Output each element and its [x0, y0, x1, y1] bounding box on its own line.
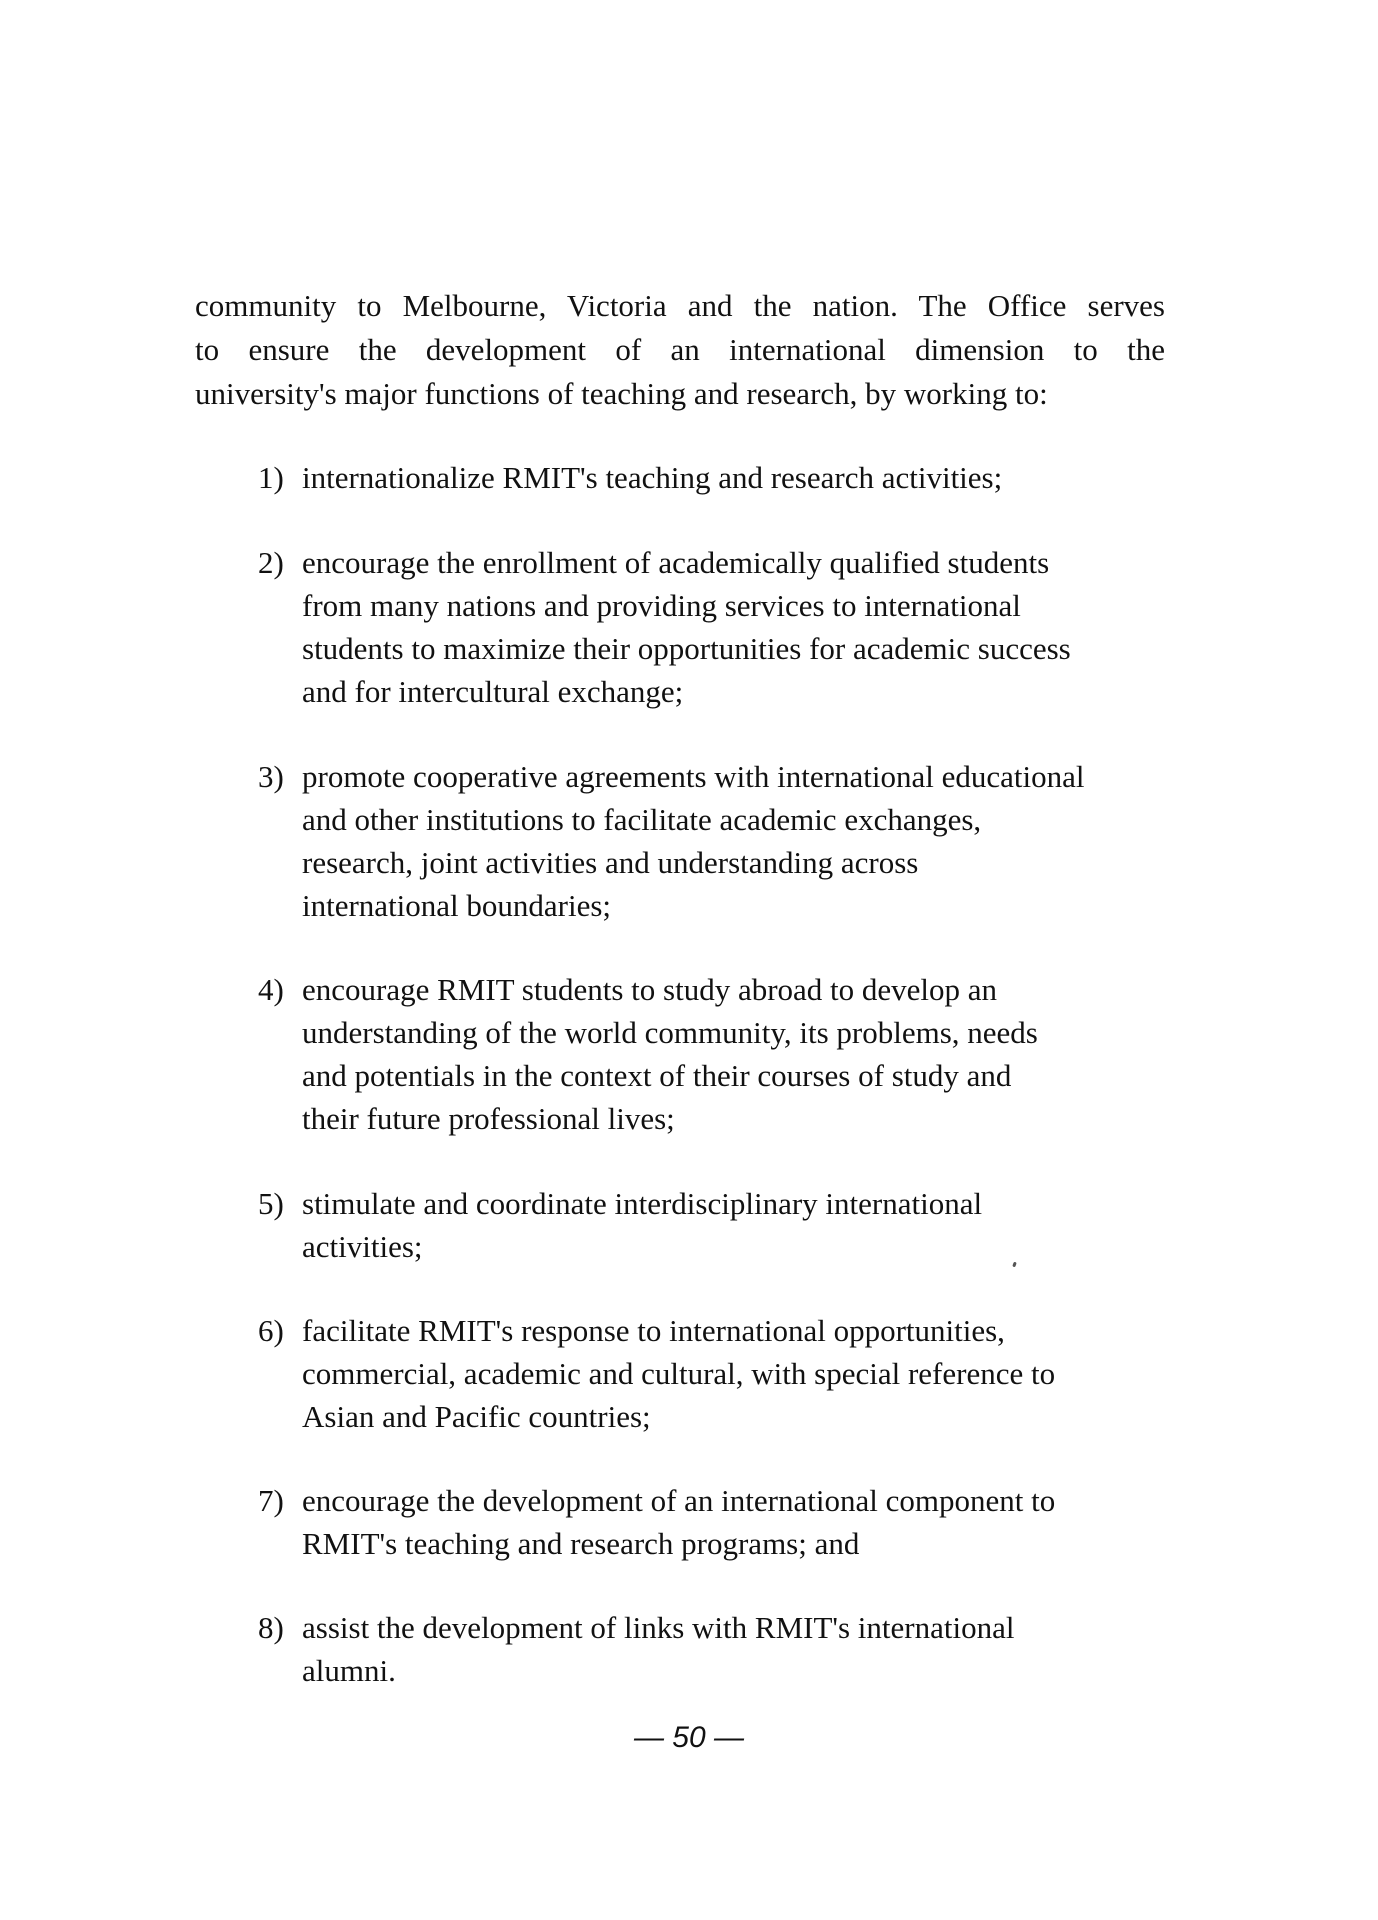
list-item-line: from many nations and providing services to international [302, 588, 1021, 623]
list-item-line: RMIT's teaching and research programs; and [302, 1526, 860, 1561]
list-item-line: Asian and Pacific countries; [302, 1399, 651, 1434]
list-item-line: encourage RMIT students to study abroad to develop an [302, 972, 998, 1007]
intro-paragraph [195, 284, 1165, 416]
intro-line: university's major functions of teaching and research, by working to: [195, 376, 1048, 411]
list-item-line: international boundaries; [302, 888, 612, 923]
list-item-line: students to maximize their opportunities for academic success [302, 631, 1071, 666]
list-item-line: facilitate RMIT's response to international opportunities, [302, 1313, 1005, 1348]
list-item-text [302, 1309, 1055, 1438]
list-item-number: 4) [258, 972, 284, 1007]
list-item-line: and potentials in the context of their courses of study and [302, 1058, 1012, 1093]
list-item-text [302, 1182, 982, 1268]
list-item-number: 1) [258, 460, 284, 495]
intro-line: community to Melbourne, Victoria and the nation. The Office serves [195, 288, 1165, 323]
list-item-text [302, 541, 1071, 713]
list-item-text [302, 1479, 1055, 1565]
page-number: — 50 — [633, 1721, 745, 1754]
list-item-line: promote cooperative agreements with international educational [302, 759, 1085, 794]
list-item-line: assist the development of links with RMIT's international [302, 1610, 1015, 1645]
list-item-line: encourage the development of an international component to [302, 1483, 1056, 1518]
list-item-text [302, 1606, 1014, 1692]
list-item-line: stimulate and coordinate interdisciplinary international [302, 1186, 983, 1221]
list-item-number: 3) [258, 759, 284, 794]
intro-line: to ensure the development of an international dimension to the [195, 332, 1165, 367]
list-item-line: activities; [302, 1229, 423, 1264]
list-item-text [302, 755, 1084, 927]
list-item-number: 7) [258, 1483, 284, 1518]
list-item-line: and for intercultural exchange; [302, 674, 684, 709]
list-item-number: 6) [258, 1313, 284, 1348]
list-item-line: alumni. [302, 1653, 396, 1688]
list-item-number: 2) [258, 545, 284, 580]
list-item-text [302, 968, 1038, 1140]
list-item-line: commercial, academic and cultural, with special reference to [302, 1356, 1056, 1391]
list-item-line: understanding of the world community, its problems, needs [302, 1015, 1038, 1050]
list-item-line: their future professional lives; [302, 1101, 675, 1136]
scan-speck [1012, 1262, 1017, 1268]
list-item-number: 8) [258, 1610, 284, 1645]
list-item-line: encourage the enrollment of academically qualified students [302, 545, 1050, 580]
list-item-number: 5) [258, 1186, 284, 1221]
list-item-text [302, 456, 1002, 499]
list-item-line: research, joint activities and understanding across [302, 845, 919, 880]
list-item-line: internationalize RMIT's teaching and research activities; [302, 460, 1003, 495]
list-item-line: and other institutions to facilitate academic exchanges, [302, 802, 982, 837]
